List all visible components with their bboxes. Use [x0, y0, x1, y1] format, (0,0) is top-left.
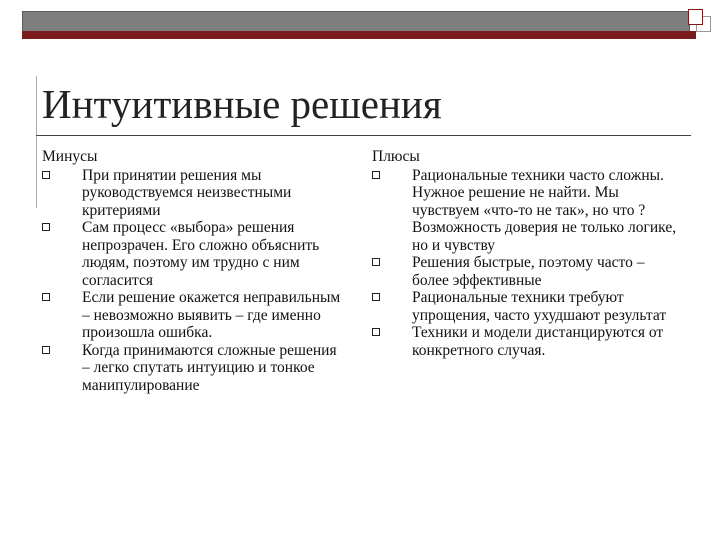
- cons-heading: Минусы: [42, 148, 98, 165]
- pros-list: [372, 167, 677, 360]
- cons-column: [42, 148, 344, 394]
- square-bullet-icon: [42, 346, 50, 354]
- square-bullet-icon: [372, 328, 380, 336]
- cons-item: [42, 219, 344, 289]
- pros-item: [372, 167, 677, 255]
- cons-item-text: Когда принимаются сложные решения – легко спутать интуицию и тонкое манипулирование: [82, 341, 337, 394]
- pros-item-text: Рациональные техники часто сложны. Нужное решение не найти. Мы чувствуем «что-то не так», но что ? Возможность доверия не только логике, но и чувству: [412, 166, 677, 254]
- cons-item-text: Если решение окажется неправильным – невозможно выявить – где именно произошла ошибка.: [82, 289, 341, 341]
- square-bullet-icon: [372, 258, 380, 266]
- pros-item: [372, 324, 677, 359]
- pros-heading: Плюсы: [372, 148, 420, 165]
- pros-item: [372, 254, 677, 289]
- corner-square-front: [688, 9, 703, 25]
- slide-title: Интуитивные решения: [42, 81, 442, 127]
- cons-item-text: Сам процесс «выбора» решения непрозрачен. Его сложно объяснить людям, поэтому им трудно с ним согласится: [82, 219, 320, 289]
- cons-item: [42, 289, 344, 342]
- title-left-rule: [36, 76, 37, 208]
- pros-item-text: Рациональные техники требуют упрощения, часто ухудшают результат: [412, 289, 667, 324]
- header-accent-stripe: [22, 31, 696, 39]
- square-bullet-icon: [42, 223, 50, 231]
- square-bullet-icon: [372, 171, 380, 179]
- pros-column: [372, 148, 677, 359]
- pros-item-text: Техники и модели дистанцируются от конкретного случая.: [412, 324, 664, 359]
- cons-item-text: При принятии решения мы руководствуемся неизвестными критериями: [82, 166, 292, 219]
- cons-list: [42, 167, 344, 395]
- pros-item-text: Решения быстрые, поэтому часто – более эффективные: [412, 254, 645, 289]
- pros-item: [372, 289, 677, 324]
- cons-item: [42, 167, 344, 220]
- square-bullet-icon: [372, 293, 380, 301]
- title-underline: [36, 135, 691, 136]
- square-bullet-icon: [42, 293, 50, 301]
- square-bullet-icon: [42, 171, 50, 179]
- cons-item: [42, 342, 344, 395]
